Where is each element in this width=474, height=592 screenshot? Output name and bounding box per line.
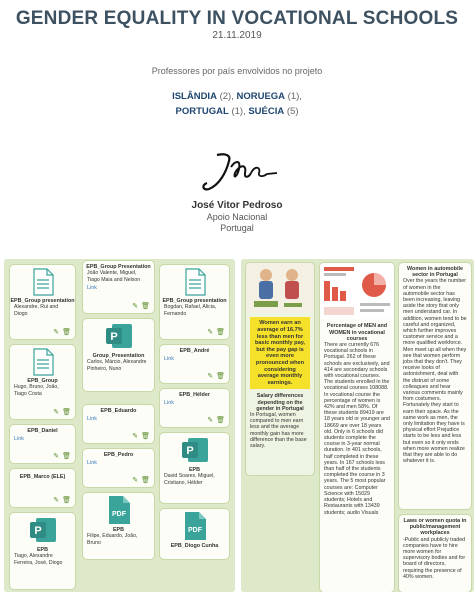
post-group-presentation-carlos[interactable] — [83, 319, 154, 391]
post-body: Over the years the number of women in the automobile sector has been increasing, leaving aside the story that only men understand car. In addition, women tend to be careful and organized, which further improves customer service and a more qualified workforce. Men meet up all when they see that women perform jobs that they don't. They receive looks of astonishment, deal with the distrust of some colleagues and hear various comments mainly from costumers. Fortunately they start to earn their space. As the same work as men, the only limitation they have is physical effort Prejudice starts to be less and less but even so it only ends when more women realize that they are able to do whatever it is. — [403, 278, 467, 465]
post-title: EPB_Group Presentation — [86, 264, 151, 270]
padlet-board-group-presentations[interactable] — [4, 259, 235, 592]
trash-icon[interactable]: 🗑 — [141, 476, 150, 484]
edit-icon[interactable]: ✎ — [132, 432, 139, 440]
edit-icon[interactable]: ✎ — [53, 452, 60, 460]
edit-icon[interactable]: ✎ — [53, 328, 60, 336]
post-title: Laws or women quota in public/management workplaces — [403, 518, 467, 537]
post-body: There are currently 676 vocational schools in Portugal. 262 of these schools are exclusively, and 414 are secondary schools with vocational courses. The students enrolled in the vocational courses 108088. In vocational course the percentage of women is 42% and men 58%. Of these students 89419 are 18 years old or younger and 18669 are over 18 years old. Only in 6 schools did students complete the course in 3-year normal duration. In 401 schools, half completed in these years. In 167 schools less than half of the students completed the course in 3 years. The 5 most popular courses are: Computer Science with 15029 students; Hotels and Restaurants with 13439 students; audio Visuals — [324, 342, 390, 516]
signer-role-line1: Apoio Nacional — [206, 212, 268, 222]
post-title: EPB — [188, 467, 201, 473]
signer-name: José Vitor Pedroso — [191, 200, 283, 211]
post-link[interactable]: Link — [87, 460, 97, 467]
document-icon — [32, 348, 54, 376]
poster-callout: Women earn an average of 16.7% less than men for basic monthly pay, but the pay gap is even more pronounced when considering average monthly earnings. — [250, 317, 310, 389]
subtitle: Professores por país envolvidos no projeto — [151, 66, 323, 76]
post-epb-marco[interactable] — [10, 469, 75, 507]
post-group-presentation-3[interactable] — [160, 265, 229, 339]
post-actions — [204, 418, 225, 424]
document-icon — [184, 268, 206, 296]
post-actions — [50, 498, 71, 504]
country-iceland: ISLÂNDIA — [172, 91, 217, 102]
post-percentage-men-women[interactable] — [320, 263, 394, 592]
trash-icon[interactable]: 🗑 — [141, 432, 150, 440]
post-laws-women-quota[interactable] — [399, 515, 471, 592]
country-sweden-count: (5) — [284, 106, 299, 117]
post-group-presentation-2[interactable] — [83, 261, 154, 313]
post-actions — [129, 304, 150, 310]
signer-role-line2: Portugal — [220, 223, 254, 233]
post-epb-tiago[interactable] — [10, 513, 75, 589]
trash-icon[interactable]: 🗑 — [62, 408, 71, 416]
trash-icon[interactable]: 🗑 — [62, 452, 71, 460]
trash-icon[interactable]: 🗑 — [216, 372, 225, 380]
edit-icon[interactable]: ✎ — [207, 372, 214, 380]
post-title: EPB_Daniel — [27, 428, 58, 434]
post-authors: Carlos, Márcio, Alexandre Pinheiro, Nuno — [87, 359, 147, 372]
money-illustration — [246, 263, 314, 313]
trash-icon[interactable]: 🗑 — [62, 496, 71, 504]
countries-list — [0, 89, 474, 119]
post-epb-filipe[interactable] — [83, 493, 154, 559]
padlet-board-gender-research[interactable] — [241, 259, 474, 592]
post-epb-eduardo[interactable] — [83, 405, 154, 443]
trash-icon[interactable]: 🗑 — [141, 302, 150, 310]
trash-icon[interactable]: 🗑 — [216, 328, 225, 336]
post-title: EPB_Group presentation — [162, 298, 227, 304]
handwritten-signature — [195, 147, 305, 197]
svg-text:P: P — [33, 525, 42, 537]
page-title: GENDER EQUALITY IN VOCATIONAL SCHOOLS — [15, 8, 459, 29]
post-title: EPB_Pedro — [103, 452, 134, 458]
post-group-hugo[interactable] — [10, 345, 75, 419]
post-body: In Portugal, women compared to men earn less and the average monthly gain has more difference than the base salary. — [250, 411, 307, 449]
infographic-thumbnail — [320, 263, 394, 319]
post-authors: David Soares, Miguel, Cristiano, Hélder — [164, 473, 215, 486]
country-portugal: PORTUGAL — [175, 106, 229, 117]
country-portugal-count: (1), — [228, 106, 249, 117]
post-actions — [129, 434, 150, 440]
post-title: Group_Presentation — [92, 353, 145, 359]
svg-text:P: P — [185, 445, 194, 457]
post-epb-andre[interactable] — [160, 345, 229, 383]
post-actions — [204, 330, 225, 336]
post-link[interactable]: Link — [164, 400, 174, 407]
pdf-label: PDF — [111, 511, 126, 518]
post-authors: Hugo, Bruno, João, Tiago Costa — [14, 384, 59, 397]
post-actions — [129, 478, 150, 484]
powerpoint-icon — [28, 515, 58, 545]
country-iceland-count: (2), — [216, 91, 237, 102]
edit-icon[interactable]: ✎ — [53, 408, 60, 416]
post-title: EPB_Group — [27, 378, 58, 384]
post-actions — [50, 454, 71, 460]
post-title: EPB — [112, 527, 125, 533]
post-authors: Filipe, Eduardo, João, Bruno — [87, 533, 138, 546]
pdf-icon — [182, 511, 208, 541]
svg-text:P: P — [109, 331, 118, 343]
post-authors: Bogdan, Rafael, Alicia, Fernando — [164, 304, 217, 317]
post-title: EPB_Hélder — [179, 392, 210, 398]
post-title: EPB — [36, 547, 49, 553]
post-epb-daniel[interactable] — [10, 425, 75, 463]
country-norway-count: (1), — [285, 91, 302, 102]
edit-icon[interactable]: ✎ — [132, 302, 139, 310]
post-epb-pedro[interactable] — [83, 449, 154, 487]
post-link[interactable]: Link — [87, 416, 97, 423]
post-authors: Tiago, Alexandre Ferreira, José, Diogo — [14, 553, 63, 566]
post-group-presentation-1[interactable] — [10, 265, 75, 339]
post-title: EPB_André — [179, 348, 210, 354]
post-actions — [50, 410, 71, 416]
post-title: EPB_Marco (ELE) — [19, 474, 66, 480]
edit-icon[interactable]: ✎ — [53, 496, 60, 504]
edit-icon[interactable]: ✎ — [207, 328, 214, 336]
post-link[interactable]: Link — [14, 436, 24, 443]
edit-icon[interactable]: ✎ — [207, 416, 214, 424]
pdf-label: PDF — [187, 527, 202, 534]
post-authors: Alexandre, Rui and Diogo — [14, 304, 59, 317]
signer-role — [0, 212, 474, 234]
powerpoint-icon — [180, 435, 210, 465]
post-title: EPB_Group presentation — [10, 298, 75, 304]
post-epb-helder[interactable] — [160, 389, 229, 427]
post-title: EPB_Eduardo — [100, 408, 137, 414]
date-label: 21.11.2019 — [212, 30, 262, 41]
post-link[interactable]: Link — [87, 285, 97, 292]
powerpoint-icon — [104, 321, 134, 351]
edit-icon[interactable]: ✎ — [132, 476, 139, 484]
post-salary-differences[interactable] — [246, 263, 314, 475]
document-icon — [32, 268, 54, 296]
post-actions — [204, 374, 225, 380]
pdf-icon — [106, 495, 132, 525]
post-women-automobile[interactable] — [399, 263, 471, 509]
post-authors: João Valente, Miguel, Tiago Maia and Nelson — [87, 270, 141, 283]
post-link[interactable]: Link — [164, 356, 174, 363]
post-epb-david[interactable] — [160, 433, 229, 503]
post-title: Salary differences depending on the gender in Portugal — [256, 393, 304, 412]
country-norway: NORUEGA — [236, 91, 286, 102]
trash-icon[interactable]: 🗑 — [216, 416, 225, 424]
post-epb-diogo-cunha[interactable] — [160, 509, 229, 559]
country-sweden: SUÉCIA — [248, 106, 285, 117]
post-title: Women in automobile sector in Portugal — [407, 266, 463, 279]
trash-icon[interactable]: 🗑 — [62, 328, 71, 336]
post-title: Percentage of MEN and WOMEN in vocational courses — [326, 323, 388, 342]
post-body: -Public and publicly traded companies have to hire more women for supervisory bodies and for board of directors, requiring the presence of 40% women. — [403, 536, 466, 580]
post-title: EPB_Diogo Cunha — [170, 543, 219, 549]
post-actions — [50, 330, 71, 336]
